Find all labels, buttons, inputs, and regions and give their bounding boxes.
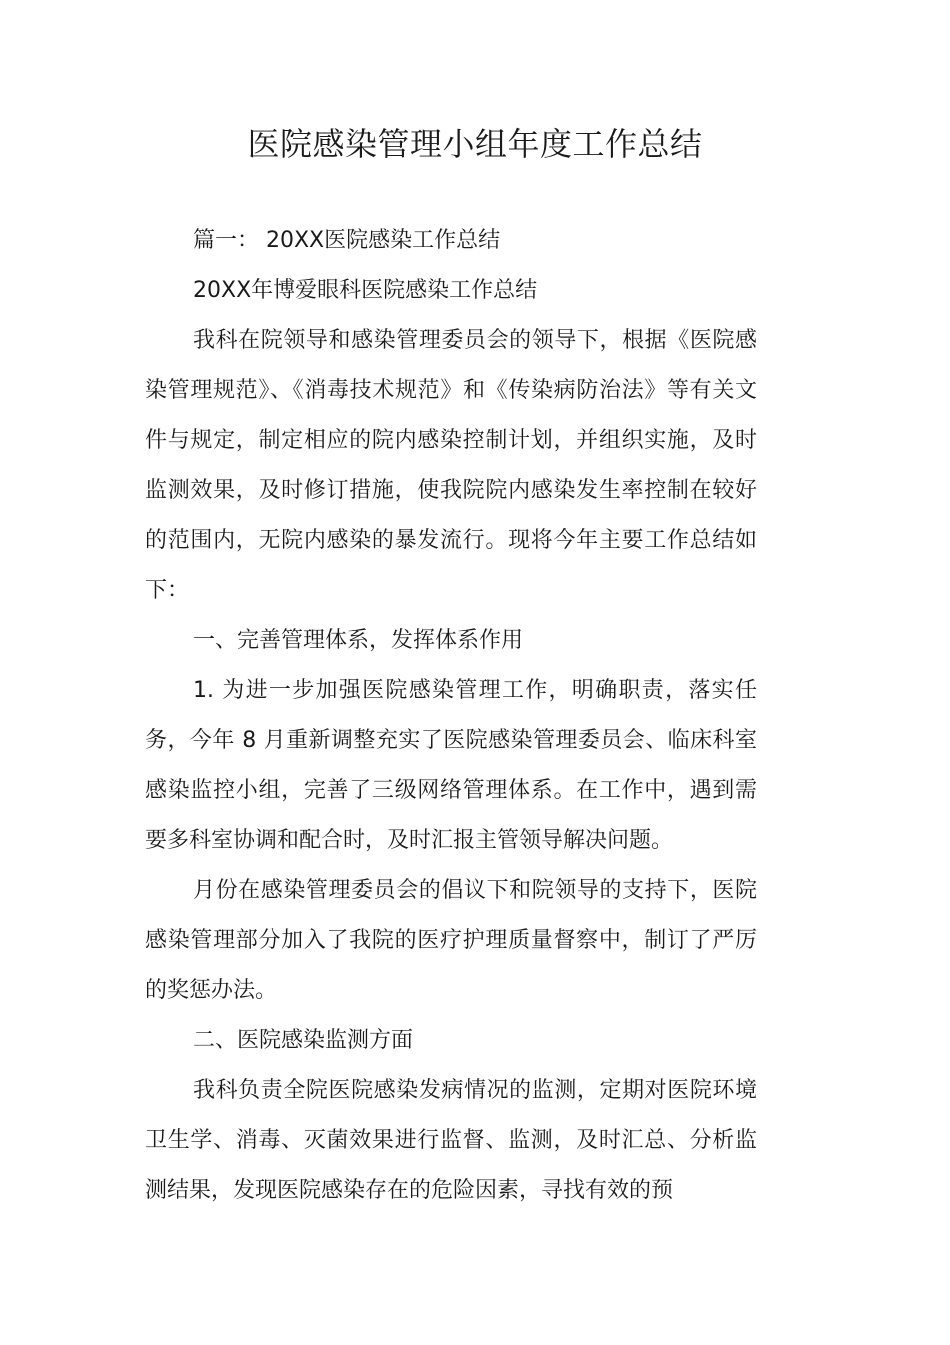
section-heading-2: 二、医院感染监测方面 xyxy=(193,1028,414,1053)
document-body xyxy=(145,216,757,1216)
section-heading: 篇一： 20XX医院感染工作总结 xyxy=(193,228,501,253)
paragraph-monitoring: 我科负责全院医院感染发病情况的监测，定期对医院环境卫生学、消毒、灭菌效果进行监督、监测，及时汇总、分析监测结果，发现医院感染存在的危险因素，寻找有效的预 xyxy=(145,1078,757,1203)
paragraph-item-2: 月份在感染管理委员会的倡议下和院领导的支持下，医院感染管理部分加入了我院的医疗护理质量督察中，制订了严厉的奖惩办法。 xyxy=(145,878,757,1003)
paragraph-intro: 我科在院领导和感染管理委员会的领导下，根据《医院感染管理规范》、《消毒技术规范》和《传染病防治法》等有关文件与规定，制定相应的院内感染控制计划，并组织实施，及时监测效果，及时修订措施，使我院院内感染发生率控制在较好的范围内，无院内感染的暴发流行。现将今年主要工作总结如下： xyxy=(145,328,757,603)
document-title: 医院感染管理小组年度工作总结 xyxy=(247,125,703,163)
section-heading-1: 一、完善管理体系，发挥体系作用 xyxy=(193,628,524,653)
sub-heading: 20XX年博爱眼科医院感染工作总结 xyxy=(193,278,538,303)
paragraph-item-1: 1. 为进一步加强医院感染管理工作，明确职责，落实任务，今年 8 月重新调整充实了医院感染管理委员会、临床科室感染监控小组，完善了三级网络管理体系。在工作中，遇到需要多科室协调和配合时，及时汇报主管领导解决问题。 xyxy=(145,678,757,853)
